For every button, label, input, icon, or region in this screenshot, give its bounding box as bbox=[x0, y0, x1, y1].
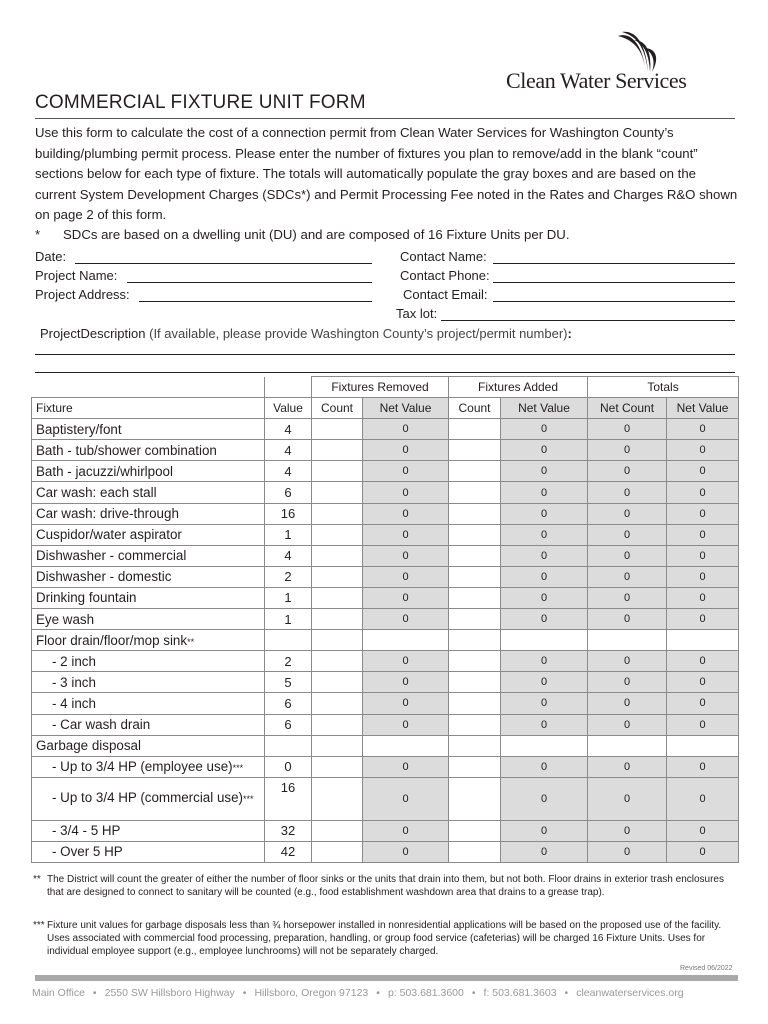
removed-count-input[interactable] bbox=[312, 693, 363, 714]
footnote-reference: *** bbox=[243, 794, 254, 805]
fixture-row bbox=[32, 609, 739, 630]
fixture-label: Garbage disposal bbox=[36, 738, 141, 754]
fixture-row bbox=[32, 651, 739, 672]
fixture-name bbox=[32, 777, 265, 820]
added-net-value: 0 bbox=[501, 419, 588, 440]
contact-name-field[interactable] bbox=[493, 263, 735, 264]
fixture-value: 42 bbox=[265, 841, 312, 862]
net-value: 0 bbox=[667, 609, 739, 630]
added-count bbox=[449, 735, 501, 756]
removed-net-value: 0 bbox=[363, 545, 449, 566]
net-count: 0 bbox=[588, 756, 667, 777]
added-net-value: 0 bbox=[501, 503, 588, 524]
footnote-marker: *** bbox=[33, 920, 45, 931]
fixture-value: 1 bbox=[265, 609, 312, 630]
project-address-label: Project Address: bbox=[35, 287, 130, 302]
fixture-row bbox=[32, 545, 739, 566]
net-count: 0 bbox=[588, 609, 667, 630]
net-count: 0 bbox=[588, 693, 667, 714]
net-value: 0 bbox=[667, 672, 739, 693]
net-count: 0 bbox=[588, 524, 667, 545]
fixture-value: 4 bbox=[265, 440, 312, 461]
added-net-value: 0 bbox=[501, 714, 588, 735]
footnote-text: The District will count the greater of either the number of floor sinks or the units that drain into them, but not both. Floor drains in exterior trash enclosures that are designed to connect to sanitary will be counted (e.g., food establishment washdown area that drains to a grease trap). bbox=[47, 874, 724, 898]
added-net-value: 0 bbox=[501, 461, 588, 482]
title-divider bbox=[35, 118, 735, 119]
removed-net-value: 0 bbox=[363, 566, 449, 587]
fixture-value: 0 bbox=[265, 756, 312, 777]
net-value: 0 bbox=[667, 524, 739, 545]
added-count-input[interactable] bbox=[449, 524, 501, 545]
added-net-value: 0 bbox=[501, 545, 588, 566]
removed-count-input[interactable] bbox=[312, 587, 363, 608]
removed-net-value: 0 bbox=[363, 609, 449, 630]
removed-net-value: 0 bbox=[363, 419, 449, 440]
net-count: 0 bbox=[588, 503, 667, 524]
net-count: 0 bbox=[588, 461, 667, 482]
footer-separator: • bbox=[564, 987, 569, 999]
removed-net-value: 0 bbox=[363, 820, 449, 841]
net-count: 0 bbox=[588, 820, 667, 841]
removed-net-value: 0 bbox=[363, 482, 449, 503]
fixture-name bbox=[32, 587, 265, 608]
fixture-name bbox=[32, 820, 265, 841]
fixture-name bbox=[32, 714, 265, 735]
added-count-input[interactable] bbox=[449, 482, 501, 503]
net-value bbox=[667, 630, 739, 651]
added-count-header: Count bbox=[449, 398, 501, 419]
project-description-line-1[interactable] bbox=[35, 354, 735, 355]
removed-net-value-header: Net Value bbox=[363, 398, 449, 419]
added-net-value: 0 bbox=[501, 524, 588, 545]
fixture-name bbox=[32, 630, 265, 651]
added-count-input[interactable] bbox=[449, 756, 501, 777]
net-count: 0 bbox=[588, 419, 667, 440]
removed-count-input[interactable] bbox=[312, 503, 363, 524]
intro-paragraph: Use this form to calculate the cost of a connection permit from Clean Water Services for Washington County’s building/plumbing permit process. Please enter the number of fixtures you plan to remove/add in the blank “count” sections below for each type of fixture. The totals will automatically populate the gray boxes and are based on the current System Development Charges (SDCs*) and Permit Processing Fee noted in the Rates and Charges R&O shown on page 2 of this form. bbox=[35, 125, 738, 223]
net-value: 0 bbox=[667, 545, 739, 566]
fixture-value: 6 bbox=[265, 482, 312, 503]
removed-count-input[interactable] bbox=[312, 714, 363, 735]
net-count: 0 bbox=[588, 841, 667, 862]
net-count: 0 bbox=[588, 482, 667, 503]
footnote-marker: ** bbox=[33, 874, 41, 885]
removed-count-input[interactable] bbox=[312, 820, 363, 841]
net-count bbox=[588, 630, 667, 651]
added-count-input[interactable] bbox=[449, 672, 501, 693]
removed-count-input[interactable] bbox=[312, 841, 363, 862]
project-name-label: Project Name: bbox=[35, 268, 118, 283]
blank-header-cell bbox=[265, 377, 312, 398]
sdc-note-marker: * bbox=[35, 227, 41, 242]
fixture-row bbox=[32, 587, 739, 608]
removed-net-value: 0 bbox=[363, 756, 449, 777]
removed-count-input[interactable] bbox=[312, 672, 363, 693]
footer-separator: • bbox=[92, 987, 97, 999]
removed-count-input[interactable] bbox=[312, 545, 363, 566]
fixture-label: Bath - jacuzzi/whirlpool bbox=[36, 463, 173, 479]
footnote-reference: *** bbox=[232, 763, 244, 774]
fixture-row bbox=[32, 419, 739, 440]
fixture-value: 6 bbox=[265, 693, 312, 714]
sdc-note bbox=[35, 227, 570, 242]
removed-net-value: 0 bbox=[363, 651, 449, 672]
net-value bbox=[667, 735, 739, 756]
fixtures-added-header: Fixtures Added bbox=[449, 377, 588, 398]
net-count: 0 bbox=[588, 714, 667, 735]
fixture-value: 16 bbox=[265, 777, 312, 820]
removed-net-value: 0 bbox=[363, 524, 449, 545]
footer-city: Hillsboro, Oregon 97123 bbox=[254, 987, 369, 999]
logo-wordmark: Clean Water Services bbox=[506, 68, 687, 93]
added-count-input[interactable] bbox=[449, 440, 501, 461]
removed-count-input[interactable] bbox=[312, 419, 363, 440]
added-net-value: 0 bbox=[501, 777, 588, 820]
fixture-name bbox=[32, 651, 265, 672]
net-count: 0 bbox=[588, 587, 667, 608]
fixture-value bbox=[265, 735, 312, 756]
contact-email-field[interactable] bbox=[493, 301, 735, 302]
added-count-input[interactable] bbox=[449, 609, 501, 630]
fixture-label: - Up to 3/4 HP (employee use) bbox=[52, 759, 233, 775]
fixture-row bbox=[32, 777, 739, 820]
contact-email-label: Contact Email: bbox=[403, 287, 488, 302]
removed-net-value: 0 bbox=[363, 841, 449, 862]
fixture-row bbox=[32, 482, 739, 503]
net-value: 0 bbox=[667, 419, 739, 440]
net-count bbox=[588, 735, 667, 756]
added-net-value: 0 bbox=[501, 482, 588, 503]
removed-net-value: 0 bbox=[363, 672, 449, 693]
fixture-label: - Up to 3/4 HP (commercial use) bbox=[52, 790, 243, 806]
removed-net-value: 0 bbox=[363, 777, 449, 820]
fixture-label: Baptistery/font bbox=[36, 421, 122, 437]
fixture-name bbox=[32, 693, 265, 714]
fixture-row bbox=[32, 566, 739, 587]
removed-count-header: Count bbox=[312, 398, 363, 419]
fixture-label: Bath - tub/shower combination bbox=[36, 442, 217, 458]
fixture-value: 2 bbox=[265, 566, 312, 587]
added-count-input[interactable] bbox=[449, 777, 501, 820]
net-value: 0 bbox=[667, 756, 739, 777]
added-count-input[interactable] bbox=[449, 503, 501, 524]
fixture-row bbox=[32, 714, 739, 735]
removed-count-input[interactable] bbox=[312, 461, 363, 482]
fixture-label: Cuspidor/water aspirator bbox=[36, 527, 182, 543]
removed-net-value: 0 bbox=[363, 714, 449, 735]
footer-fax: f: 503.681.3603 bbox=[483, 987, 557, 999]
removed-net-value: 0 bbox=[363, 503, 449, 524]
contact-phone-label: Contact Phone: bbox=[400, 268, 490, 283]
contact-name-label: Contact Name: bbox=[400, 249, 487, 264]
removed-count bbox=[312, 630, 363, 651]
fixture-label: Car wash: each stall bbox=[36, 485, 157, 501]
fixture-name bbox=[32, 735, 265, 756]
footnote-reference: ** bbox=[187, 636, 195, 647]
project-description-colon: : bbox=[567, 326, 572, 341]
removed-net-value: 0 bbox=[363, 440, 449, 461]
fixture-name bbox=[32, 545, 265, 566]
group-header-row bbox=[32, 377, 739, 398]
clean-water-services-logo bbox=[506, 30, 738, 96]
added-count-input[interactable] bbox=[449, 566, 501, 587]
fixture-value: 1 bbox=[265, 587, 312, 608]
removed-count-input[interactable] bbox=[312, 440, 363, 461]
fixture-row bbox=[32, 693, 739, 714]
fixture-name bbox=[32, 503, 265, 524]
added-net-value: 0 bbox=[501, 693, 588, 714]
removed-count-input[interactable] bbox=[312, 651, 363, 672]
footer-separator: • bbox=[471, 987, 476, 999]
fixture-name bbox=[32, 756, 265, 777]
net-value: 0 bbox=[667, 820, 739, 841]
added-count-input[interactable] bbox=[449, 841, 501, 862]
sdc-note-text: SDCs are based on a dwelling unit (DU) and are composed of 16 Fixture Units per DU. bbox=[63, 227, 570, 242]
fixture-row bbox=[32, 820, 739, 841]
footer-address: 2550 SW Hillsboro Highway bbox=[104, 987, 235, 999]
fixture-row bbox=[32, 841, 739, 862]
fixture-value: 5 bbox=[265, 672, 312, 693]
fixture-column-header: Fixture bbox=[32, 398, 265, 419]
fixture-row bbox=[32, 524, 739, 545]
removed-count-input[interactable] bbox=[312, 566, 363, 587]
fixture-label: - 3/4 - 5 HP bbox=[52, 823, 121, 839]
fixture-label: - 3 inch bbox=[52, 674, 96, 690]
fixture-name bbox=[32, 524, 265, 545]
net-value: 0 bbox=[667, 651, 739, 672]
fixture-label: Dishwasher - commercial bbox=[36, 548, 187, 564]
fixture-label: Car wash: drive-through bbox=[36, 506, 179, 522]
fixture-label: Dishwasher - domestic bbox=[36, 569, 172, 585]
added-count-input[interactable] bbox=[449, 651, 501, 672]
column-header-row bbox=[32, 398, 739, 419]
project-description-line-2[interactable] bbox=[35, 372, 735, 373]
fixture-row bbox=[32, 461, 739, 482]
fixture-table-body bbox=[32, 419, 739, 863]
removed-count-input[interactable] bbox=[312, 756, 363, 777]
fixture-row bbox=[32, 672, 739, 693]
removed-net-value: 0 bbox=[363, 693, 449, 714]
fixture-row bbox=[32, 756, 739, 777]
project-name-field[interactable] bbox=[127, 282, 372, 283]
removed-net-value: 0 bbox=[363, 587, 449, 608]
added-count-input[interactable] bbox=[449, 714, 501, 735]
net-count: 0 bbox=[588, 545, 667, 566]
footer-separator: • bbox=[376, 987, 380, 999]
contact-phone-field[interactable] bbox=[493, 282, 735, 283]
fixture-row bbox=[32, 440, 739, 461]
fixture-name bbox=[32, 566, 265, 587]
added-net-value: 0 bbox=[501, 672, 588, 693]
net-value: 0 bbox=[667, 841, 739, 862]
fixture-label: - 4 inch bbox=[52, 695, 96, 711]
footer-divider bbox=[35, 975, 738, 981]
net-value: 0 bbox=[667, 777, 739, 820]
fixture-name bbox=[32, 841, 265, 862]
fixture-value: 1 bbox=[265, 524, 312, 545]
added-count-input[interactable] bbox=[449, 820, 501, 841]
blank-header-cell bbox=[32, 377, 265, 398]
net-count-header: Net Count bbox=[588, 398, 667, 419]
added-count bbox=[449, 630, 501, 651]
added-count-input[interactable] bbox=[449, 693, 501, 714]
project-description-label bbox=[40, 326, 572, 341]
fixture-label: - 2 inch bbox=[52, 653, 96, 669]
tax-lot-field[interactable] bbox=[441, 320, 735, 321]
net-count: 0 bbox=[588, 672, 667, 693]
fixture-label: - Over 5 HP bbox=[52, 844, 123, 860]
fixture-value: 2 bbox=[265, 651, 312, 672]
added-net-value bbox=[501, 735, 588, 756]
removed-count-input[interactable] bbox=[312, 524, 363, 545]
removed-count bbox=[312, 735, 363, 756]
fixture-value bbox=[265, 630, 312, 651]
net-value: 0 bbox=[667, 461, 739, 482]
net-count: 0 bbox=[588, 440, 667, 461]
tax-lot-label: Tax lot: bbox=[396, 306, 438, 321]
added-net-value: 0 bbox=[501, 440, 588, 461]
removed-net-value: 0 bbox=[363, 461, 449, 482]
fixture-name bbox=[32, 440, 265, 461]
fixture-label: Drinking fountain bbox=[36, 590, 137, 606]
fixtures-removed-header: Fixtures Removed bbox=[312, 377, 449, 398]
fixture-value: 4 bbox=[265, 461, 312, 482]
revised-date: Revised 06/2022 bbox=[680, 965, 733, 972]
removed-net-value bbox=[363, 630, 449, 651]
date-label: Date: bbox=[35, 249, 67, 264]
fixture-row bbox=[32, 630, 739, 651]
net-value: 0 bbox=[667, 482, 739, 503]
added-count-input[interactable] bbox=[449, 587, 501, 608]
fixture-value: 4 bbox=[265, 545, 312, 566]
fixture-label: Floor drain/floor/mop sink bbox=[36, 632, 188, 648]
fixture-name bbox=[32, 609, 265, 630]
project-description-hint: (If available, please provide Washington County’s project/permit number) bbox=[145, 326, 568, 341]
fixture-value: 32 bbox=[265, 820, 312, 841]
project-description-title: ProjectDescription bbox=[40, 326, 146, 341]
net-value: 0 bbox=[667, 503, 739, 524]
form-title: COMMERCIAL FIXTURE UNIT FORM bbox=[35, 92, 366, 113]
value-column-header: Value bbox=[265, 398, 312, 419]
fixture-name bbox=[32, 461, 265, 482]
net-value: 0 bbox=[667, 693, 739, 714]
footer-website[interactable]: cleanwaterservices.org bbox=[576, 987, 684, 999]
added-count-input[interactable] bbox=[449, 461, 501, 482]
removed-count-input[interactable] bbox=[312, 609, 363, 630]
added-net-value: 0 bbox=[501, 651, 588, 672]
fixture-label: Eye wash bbox=[36, 611, 95, 627]
date-field[interactable] bbox=[75, 263, 372, 264]
net-value-header: Net Value bbox=[667, 398, 739, 419]
net-value: 0 bbox=[667, 714, 739, 735]
fixture-label: - Car wash drain bbox=[52, 717, 151, 733]
fixture-value: 4 bbox=[265, 419, 312, 440]
added-net-value: 0 bbox=[501, 820, 588, 841]
footer-separator: • bbox=[242, 987, 247, 999]
footer-phone: p: 503.681.3600 bbox=[387, 987, 464, 999]
footer bbox=[32, 987, 684, 999]
added-net-value: 0 bbox=[501, 609, 588, 630]
net-count: 0 bbox=[588, 651, 667, 672]
added-net-value-header: Net Value bbox=[501, 398, 588, 419]
added-net-value: 0 bbox=[501, 566, 588, 587]
fixture-row bbox=[32, 503, 739, 524]
net-value: 0 bbox=[667, 566, 739, 587]
fixture-value: 6 bbox=[265, 714, 312, 735]
fixture-value: 16 bbox=[265, 503, 312, 524]
footer-office: Main Office bbox=[32, 987, 85, 999]
fixture-name bbox=[32, 419, 265, 440]
net-count: 0 bbox=[588, 566, 667, 587]
net-count: 0 bbox=[588, 777, 667, 820]
project-address-field[interactable] bbox=[139, 301, 372, 302]
net-value: 0 bbox=[667, 440, 739, 461]
footnote-text: Fixture unit values for garbage disposals less than ¾ horsepower installed in nonresidential applications will be based on the proposed use of the facility. Uses associated with commercial food processing, preparation, handling, or group food service (cafeterias) will be charged 16 Fixture Units. Uses for individual employee support (e.g., employee lunchrooms) will not be separately charged. bbox=[47, 920, 722, 957]
removed-count-input[interactable] bbox=[312, 777, 363, 820]
fixture-name bbox=[32, 482, 265, 503]
totals-header: Totals bbox=[588, 377, 739, 398]
removed-count-input[interactable] bbox=[312, 482, 363, 503]
fixture-table bbox=[31, 376, 739, 863]
added-net-value: 0 bbox=[501, 587, 588, 608]
added-count-input[interactable] bbox=[449, 419, 501, 440]
added-net-value: 0 bbox=[501, 756, 588, 777]
net-value: 0 bbox=[667, 587, 739, 608]
added-net-value bbox=[501, 630, 588, 651]
added-net-value: 0 bbox=[501, 841, 588, 862]
fixture-row bbox=[32, 735, 739, 756]
fixture-name bbox=[32, 672, 265, 693]
added-count-input[interactable] bbox=[449, 545, 501, 566]
removed-net-value bbox=[363, 735, 449, 756]
